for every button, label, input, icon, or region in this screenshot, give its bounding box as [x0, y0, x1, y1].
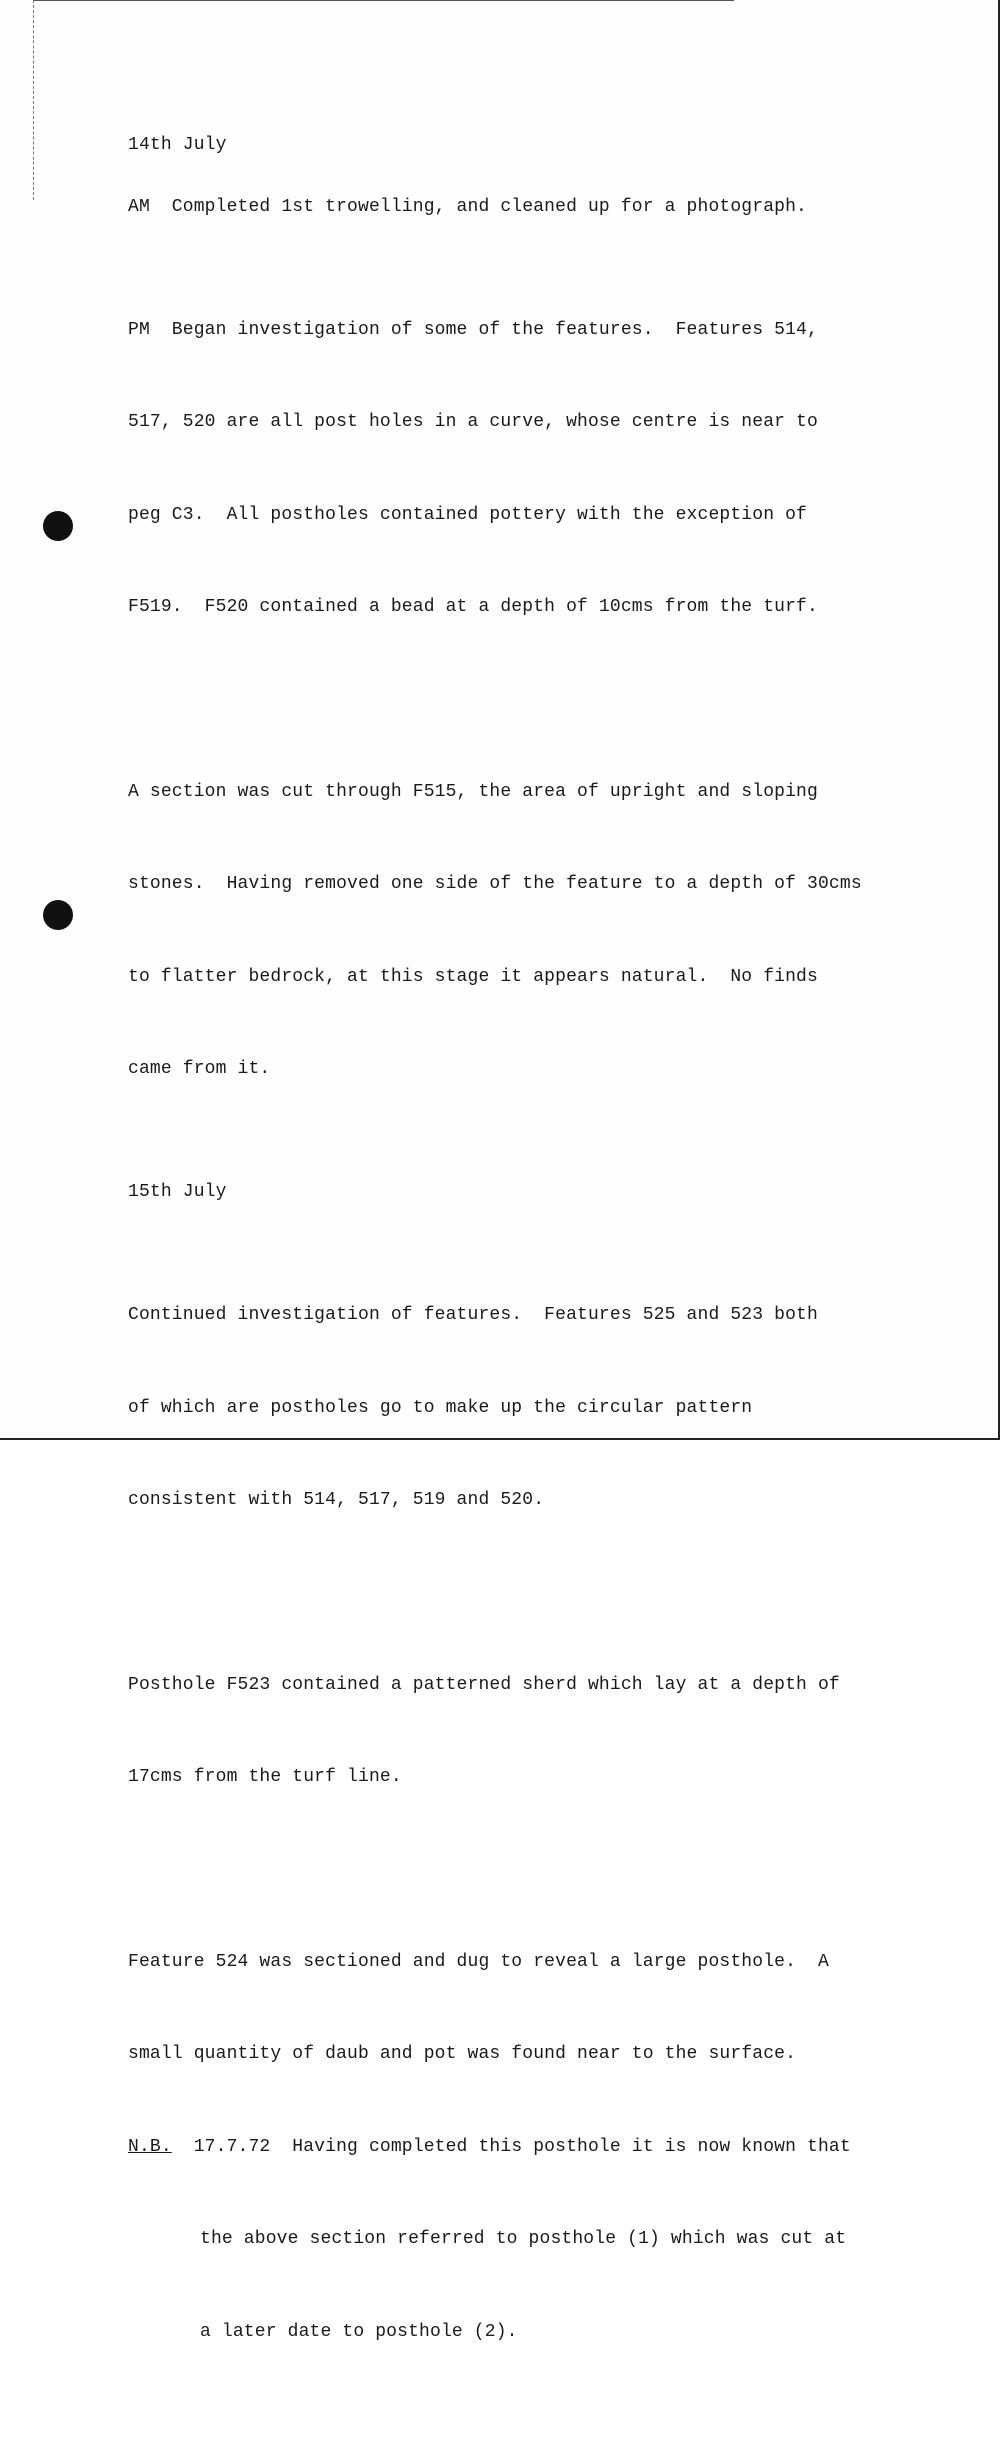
text-line: a later date to posthole (2).	[200, 2321, 518, 2342]
nb-label: N.B.	[128, 2136, 172, 2157]
text-line: consistent with 514, 517, 519 and 520.	[128, 1490, 545, 1511]
page-top-edge	[34, 0, 734, 1]
page-left-edge	[33, 0, 34, 200]
text-line: to flatter bedrock, at this stage it appears natural. No finds	[128, 966, 818, 987]
text-line: Feature 524 was sectioned and dug to reveal a large posthole. A	[128, 1952, 829, 1973]
text-line: of which are postholes go to make up the circular pattern	[128, 1397, 753, 1418]
text-line: 17cms from the turf line.	[128, 1767, 402, 1788]
text-line: small quantity of daub and pot was found near to the surface.	[128, 2044, 797, 2065]
text-line: F519. F520 contained a bead at a depth of 10cms from the turf.	[128, 596, 818, 617]
diary-text	[128, 130, 968, 2440]
text-line: PM Began investigation of some of the features. Features 514,	[128, 319, 818, 340]
text-line: Continued investigation of features. Features 525 and 523 both	[128, 1305, 818, 1326]
am-entry: AM Completed 1st trowelling, and cleaned up for a photograph.	[128, 196, 808, 217]
text-line: 517, 520 are all post holes in a curve, whose centre is near to	[128, 412, 818, 433]
text-line: the above section referred to posthole (1) which was cut at	[200, 2229, 847, 2250]
section-entry	[128, 715, 968, 1146]
text-line: came from it.	[128, 1058, 271, 1079]
continued-entry	[128, 1239, 968, 1578]
punch-hole-bottom	[43, 900, 73, 930]
text-line: A section was cut through F515, the area of upright and sloping	[128, 781, 818, 802]
punch-hole-top	[43, 511, 73, 541]
date-heading-14th-july: 14th July	[128, 135, 227, 155]
nb-line	[128, 2132, 968, 2163]
pm-entry	[128, 253, 968, 684]
text-line: Posthole F523 contained a patterned sherd which lay at a depth of	[128, 1674, 840, 1695]
feature-entry	[128, 1885, 968, 2409]
text-line: peg C3. All postholes contained pottery with the exception of	[128, 504, 808, 525]
date-heading-15th-july: 15th July	[128, 1182, 227, 1203]
posthole-entry	[128, 1608, 968, 1854]
text-line: stones. Having removed one side of the feature to a depth of 30cms	[128, 874, 862, 895]
nb-text: 17.7.72 Having completed this posthole it is now known that	[171, 2136, 851, 2157]
